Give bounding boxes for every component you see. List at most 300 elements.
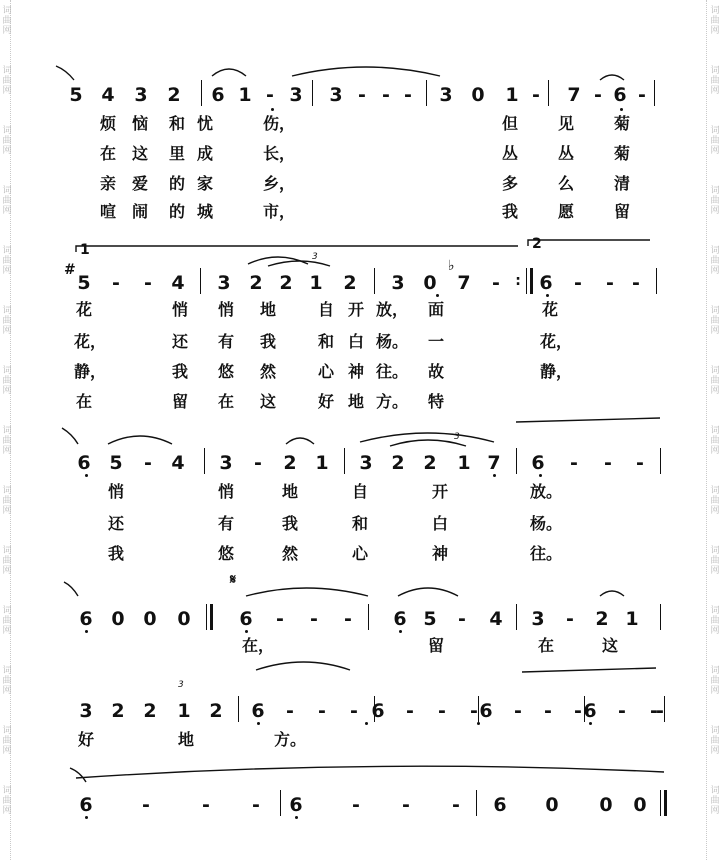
jianpu-note: - (470, 700, 478, 722)
watermark-char: 网 (710, 86, 720, 96)
barline (238, 696, 239, 722)
watermark-char: 网 (710, 386, 720, 396)
watermark-char: 网 (2, 86, 12, 96)
lyric-char: 在， (242, 636, 275, 655)
lyric-char: 静， (540, 362, 573, 381)
watermark-char: 词 (2, 186, 12, 196)
jianpu-note: 0 (633, 794, 647, 816)
watermark-mark (0, 66, 14, 96)
watermark-char: 曲 (710, 76, 720, 86)
jianpu-note: - (350, 700, 358, 722)
watermark-mark (0, 786, 14, 816)
jianpu-note: 6 (613, 84, 627, 106)
slur (600, 591, 624, 596)
lyric-char: 面 (427, 300, 444, 319)
jianpu-note: - (650, 700, 658, 722)
right-margin-border (706, 0, 707, 860)
watermark-char: 网 (710, 566, 720, 576)
lyric-char: 心 (351, 544, 368, 563)
jianpu-note: 6 (583, 700, 597, 722)
jianpu-note: - (606, 272, 614, 294)
lyric-char: 乡， (263, 174, 296, 193)
lyric-char: 花 (75, 300, 92, 319)
lyric-char: 地 (177, 730, 194, 749)
jianpu-note: 2 (167, 84, 181, 106)
barline (476, 790, 477, 816)
lyric-char: 家 (196, 174, 213, 193)
octave-dot (620, 108, 623, 111)
jianpu-note: 2 (249, 272, 263, 294)
lyric-char: 悠 (217, 362, 234, 381)
lyric-char: 我 (281, 514, 298, 533)
octave-dot (85, 474, 88, 477)
watermark-mark (0, 486, 14, 516)
jianpu-note: 3 (329, 84, 343, 106)
watermark-char: 曲 (2, 16, 12, 26)
watermark-char: 词 (710, 486, 720, 496)
octave-dot (589, 722, 592, 725)
jianpu-note: - (318, 700, 326, 722)
lyric-char: 然 (259, 362, 276, 381)
jianpu-note: - (352, 794, 360, 816)
watermark-char: 曲 (710, 736, 720, 746)
jianpu-note: 0 (599, 794, 613, 816)
jianpu-note: 6 (211, 84, 225, 106)
watermark-mark (708, 546, 722, 576)
jianpu-note: - (570, 452, 578, 474)
jianpu-note: - (618, 700, 626, 722)
lyric-char: 神 (431, 544, 448, 563)
lyric-char: 然 (281, 544, 298, 563)
lyric-char: 地 (281, 482, 298, 501)
watermark-char: 词 (710, 426, 720, 436)
slur (268, 261, 330, 266)
barline (204, 448, 205, 474)
slur (600, 75, 624, 80)
lyric-char: 特 (427, 392, 444, 411)
segno-sign: 𝄋 (230, 572, 237, 588)
triplet-number: 3 (454, 432, 460, 442)
lyric-char: 悄 (107, 482, 124, 501)
slur (286, 438, 314, 444)
watermark-char: 词 (710, 246, 720, 256)
jianpu-note: 1 (177, 700, 191, 722)
jianpu-note: 2 (595, 608, 609, 630)
watermark-char: 词 (2, 666, 12, 676)
lyric-char: 地 (259, 300, 276, 319)
watermark-mark (708, 486, 722, 516)
jianpu-note: - (492, 272, 500, 294)
lyric-char: 长， (263, 144, 296, 163)
jianpu-note: - (112, 272, 120, 294)
octave-dot (477, 722, 480, 725)
jianpu-note: 2 (391, 452, 405, 474)
jianpu-note: 3 (219, 452, 233, 474)
jianpu-note: - (254, 452, 262, 474)
jianpu-note: - (202, 794, 210, 816)
watermark-char: 网 (710, 806, 720, 816)
jianpu-note: 3 (79, 700, 93, 722)
watermark-char: 词 (2, 126, 12, 136)
watermark-char: 网 (2, 626, 12, 636)
jianpu-note: - (636, 452, 644, 474)
watermark-char: 词 (2, 246, 12, 256)
watermark-char: 网 (710, 626, 720, 636)
jianpu-note: - (406, 700, 414, 722)
lyric-char: 花， (74, 332, 107, 351)
jianpu-note: 2 (209, 700, 223, 722)
lyric-char: 愿 (557, 202, 574, 221)
watermark-mark (0, 606, 14, 636)
jianpu-note: 6 (393, 608, 407, 630)
jianpu-note: 2 (283, 452, 297, 474)
watermark-char: 曲 (710, 136, 720, 146)
octave-dot (399, 630, 402, 633)
watermark-char: 网 (710, 146, 720, 156)
octave-dot (436, 294, 439, 297)
watermark-char: 词 (710, 186, 720, 196)
jianpu-note: 3 (359, 452, 373, 474)
watermark-char: 网 (2, 566, 12, 576)
watermark-char: 网 (2, 806, 12, 816)
jianpu-note: - (656, 700, 664, 722)
watermark-char: 词 (710, 726, 720, 736)
lyric-char: 方。 (376, 392, 409, 411)
barline (516, 448, 517, 474)
lyric-char: 多 (501, 174, 518, 193)
watermark-char: 网 (2, 206, 12, 216)
watermark-mark (0, 246, 14, 276)
jianpu-note: 4 (171, 452, 185, 474)
watermark-char: 曲 (710, 616, 720, 626)
jianpu-note: 0 (111, 608, 125, 630)
jianpu-note: - (566, 608, 574, 630)
lyric-char: 好 (317, 392, 334, 411)
jianpu-note: 0 (545, 794, 559, 816)
jianpu-note: 6 (531, 452, 545, 474)
lyric-char: 还 (107, 514, 124, 533)
barline (660, 604, 661, 630)
octave-dot (85, 816, 88, 819)
lyric-char: 在 (75, 392, 92, 411)
watermark-char: 词 (710, 666, 720, 676)
lyric-char: 的 (168, 174, 185, 193)
watermark-mark (708, 306, 722, 336)
watermark-mark (0, 366, 14, 396)
triplet-number: 3 (312, 252, 318, 262)
watermark-char: 词 (710, 306, 720, 316)
lyric-char: 故 (427, 362, 444, 381)
jianpu-note: - (286, 700, 294, 722)
watermark-char: 曲 (2, 496, 12, 506)
watermark-char: 曲 (2, 136, 12, 146)
lyric-char: 杨。 (530, 514, 563, 533)
lyric-char: 这 (131, 144, 148, 163)
watermark-char: 词 (2, 726, 12, 736)
watermark-char: 网 (2, 686, 12, 696)
slur (56, 66, 74, 80)
octave-dot (539, 474, 542, 477)
lyric-char: 丛 (501, 144, 518, 163)
watermark-char: 网 (710, 746, 720, 756)
barline (548, 80, 549, 106)
jianpu-note: - (144, 272, 152, 294)
watermark-char: 网 (2, 746, 12, 756)
watermark-char: 词 (710, 66, 720, 76)
watermark-char: 词 (710, 366, 720, 376)
watermark-mark (708, 726, 722, 756)
watermark-char: 曲 (710, 436, 720, 446)
jianpu-note: - (344, 608, 352, 630)
slur (292, 67, 440, 76)
jianpu-note: 7 (567, 84, 581, 106)
watermark-mark (0, 726, 14, 756)
lyric-char: 烦 (99, 114, 116, 133)
lyric-char: 亲 (99, 174, 116, 193)
watermark-char: 网 (2, 446, 12, 456)
watermark-char: 词 (710, 6, 720, 16)
watermark-char: 曲 (710, 16, 720, 26)
watermark-mark (708, 186, 722, 216)
jianpu-note: - (604, 452, 612, 474)
jianpu-note: 1 (315, 452, 329, 474)
octave-dot (493, 474, 496, 477)
watermark-char: 网 (2, 146, 12, 156)
watermark-char: 曲 (2, 676, 12, 686)
jianpu-note: 7 (487, 452, 501, 474)
watermark-char: 曲 (2, 796, 12, 806)
sharp-sign: # (64, 262, 76, 278)
lyric-char: 悠 (217, 544, 234, 563)
octave-dot (295, 816, 298, 819)
ending-1-number: 1 (80, 242, 90, 258)
watermark-mark (708, 246, 722, 276)
jianpu-note: 3 (439, 84, 453, 106)
jianpu-note: 1 (309, 272, 323, 294)
watermark-char: 词 (2, 486, 12, 496)
lyric-char: 在 (99, 144, 116, 163)
double-barline (526, 268, 533, 294)
watermark-char: 词 (710, 606, 720, 616)
jianpu-note: - (574, 272, 582, 294)
jianpu-note: 6 (479, 700, 493, 722)
watermark-char: 曲 (2, 736, 12, 746)
jianpu-note: 1 (505, 84, 519, 106)
triplet-number: 3 (178, 680, 184, 690)
watermark-char: 曲 (710, 256, 720, 266)
jianpu-note: 6 (493, 794, 507, 816)
lyric-char: 在 (537, 636, 554, 655)
watermark-char: 曲 (2, 256, 12, 266)
watermark-char: 网 (2, 506, 12, 516)
lyric-char: 成 (196, 144, 213, 163)
ending-1-bracket (76, 246, 518, 252)
barline (654, 80, 655, 106)
slur (212, 69, 246, 76)
lyric-char: 丛 (557, 144, 574, 163)
watermark-mark (0, 546, 14, 576)
octave-dot (365, 722, 368, 725)
jianpu-note: 3 (391, 272, 405, 294)
lyric-char: 花 (541, 300, 558, 319)
slur (70, 768, 86, 782)
octave-dot (257, 722, 260, 725)
watermark-char: 词 (2, 306, 12, 316)
watermark-char: 网 (710, 506, 720, 516)
barline (656, 268, 657, 294)
double-barline (206, 604, 213, 630)
slur (76, 766, 664, 778)
lyric-char: 见 (557, 114, 574, 133)
lyric-char: 白 (347, 332, 364, 351)
watermark-char: 曲 (710, 796, 720, 806)
jianpu-note: - (266, 84, 274, 106)
jianpu-note: - (402, 794, 410, 816)
octave-dot (271, 108, 274, 111)
slur (64, 582, 78, 596)
lyric-char: 神 (347, 362, 364, 381)
watermark-mark (708, 6, 722, 36)
jianpu-note: - (144, 452, 152, 474)
flat-sign: ♭ (448, 258, 455, 274)
jianpu-note: 6 (79, 608, 93, 630)
jianpu-note: 1 (625, 608, 639, 630)
lyric-char: 城 (196, 202, 213, 221)
watermark-char: 曲 (2, 556, 12, 566)
jianpu-note: - (358, 84, 366, 106)
jianpu-note: - (514, 700, 522, 722)
lyric-char: 自 (351, 482, 368, 501)
watermark-mark (708, 366, 722, 396)
double-barline (660, 790, 667, 816)
barline (426, 80, 427, 106)
lyric-char: 往。 (530, 544, 563, 563)
lyric-char: 这 (259, 392, 276, 411)
jianpu-note: 5 (69, 84, 83, 106)
watermark-mark (0, 126, 14, 156)
lyric-char: 和 (317, 332, 334, 351)
watermark-char: 网 (710, 686, 720, 696)
jianpu-note: - (142, 794, 150, 816)
watermark-mark (708, 666, 722, 696)
jianpu-note: - (574, 700, 582, 722)
watermark-char: 网 (710, 26, 720, 36)
slur (522, 668, 656, 672)
jianpu-note: - (544, 700, 552, 722)
lyric-char: 我 (259, 332, 276, 351)
lyric-char: 有 (217, 514, 234, 533)
watermark-char: 曲 (710, 556, 720, 566)
lyric-char: 悄 (171, 300, 188, 319)
jianpu-note: - (252, 794, 260, 816)
watermark-char: 网 (710, 446, 720, 456)
watermark-char: 曲 (2, 196, 12, 206)
watermark-char: 网 (2, 266, 12, 276)
lyric-char: 放， (376, 300, 409, 319)
jianpu-note: 6 (289, 794, 303, 816)
watermark-mark (708, 606, 722, 636)
watermark-char: 词 (2, 546, 12, 556)
lyric-char: 我 (171, 362, 188, 381)
jianpu-note: 2 (423, 452, 437, 474)
watermark-char: 曲 (2, 376, 12, 386)
jianpu-note: 2 (143, 700, 157, 722)
watermark-mark (708, 426, 722, 456)
barline (374, 268, 375, 294)
slur (360, 433, 494, 442)
watermark-char: 词 (710, 546, 720, 556)
jianpu-note: 4 (171, 272, 185, 294)
lyric-char: 忧 (196, 114, 213, 133)
jianpu-note: - (452, 794, 460, 816)
watermark-char: 词 (2, 6, 12, 16)
octave-dot (85, 630, 88, 633)
lyric-char: 一 (427, 332, 444, 351)
barline (516, 604, 517, 630)
jianpu-note: 2 (343, 272, 357, 294)
barline (344, 448, 345, 474)
lyric-char: 这 (601, 636, 618, 655)
ending-2-number: 2 (532, 236, 542, 252)
lyric-char: 白 (431, 514, 448, 533)
jianpu-note: 1 (238, 84, 252, 106)
slur (398, 588, 458, 596)
jianpu-note: - (404, 84, 412, 106)
lyric-char: 留 (171, 392, 188, 411)
watermark-char: 词 (2, 786, 12, 796)
jianpu-note: - (382, 84, 390, 106)
watermark-mark (0, 186, 14, 216)
watermark-char: 词 (2, 606, 12, 616)
jianpu-note: - (532, 84, 540, 106)
jianpu-note: 6 (251, 700, 265, 722)
jianpu-note: 0 (143, 608, 157, 630)
lyric-char: 留 (613, 202, 630, 221)
jianpu-note: 5 (109, 452, 123, 474)
jianpu-note: - (458, 608, 466, 630)
barline (660, 448, 661, 474)
watermark-char: 曲 (2, 76, 12, 86)
watermark-char: 曲 (2, 436, 12, 446)
lyric-char: 么 (557, 174, 574, 193)
slur (248, 257, 308, 264)
watermark-char: 网 (2, 26, 12, 36)
watermark-char: 曲 (710, 316, 720, 326)
lyric-char: 方。 (274, 730, 307, 749)
lyric-char: 菊 (613, 144, 630, 163)
watermark-char: 网 (710, 206, 720, 216)
watermark-mark (0, 306, 14, 336)
lyric-char: 有 (217, 332, 234, 351)
watermark-char: 曲 (2, 316, 12, 326)
slur (516, 418, 660, 422)
jianpu-note: 1 (457, 452, 471, 474)
slur (62, 428, 78, 444)
jianpu-note: 6 (79, 794, 93, 816)
jianpu-note: - (638, 84, 646, 106)
jianpu-note: 0 (423, 272, 437, 294)
barline (664, 696, 665, 722)
watermark-char: 曲 (710, 676, 720, 686)
lyric-char: 市， (263, 202, 296, 221)
lyric-char: 往。 (376, 362, 409, 381)
lyric-char: 爱 (131, 174, 148, 193)
barline (200, 268, 201, 294)
lyric-char: 悄 (217, 482, 234, 501)
lyric-char: 和 (351, 514, 368, 533)
jianpu-note: 6 (539, 272, 553, 294)
jianpu-note: - (632, 272, 640, 294)
